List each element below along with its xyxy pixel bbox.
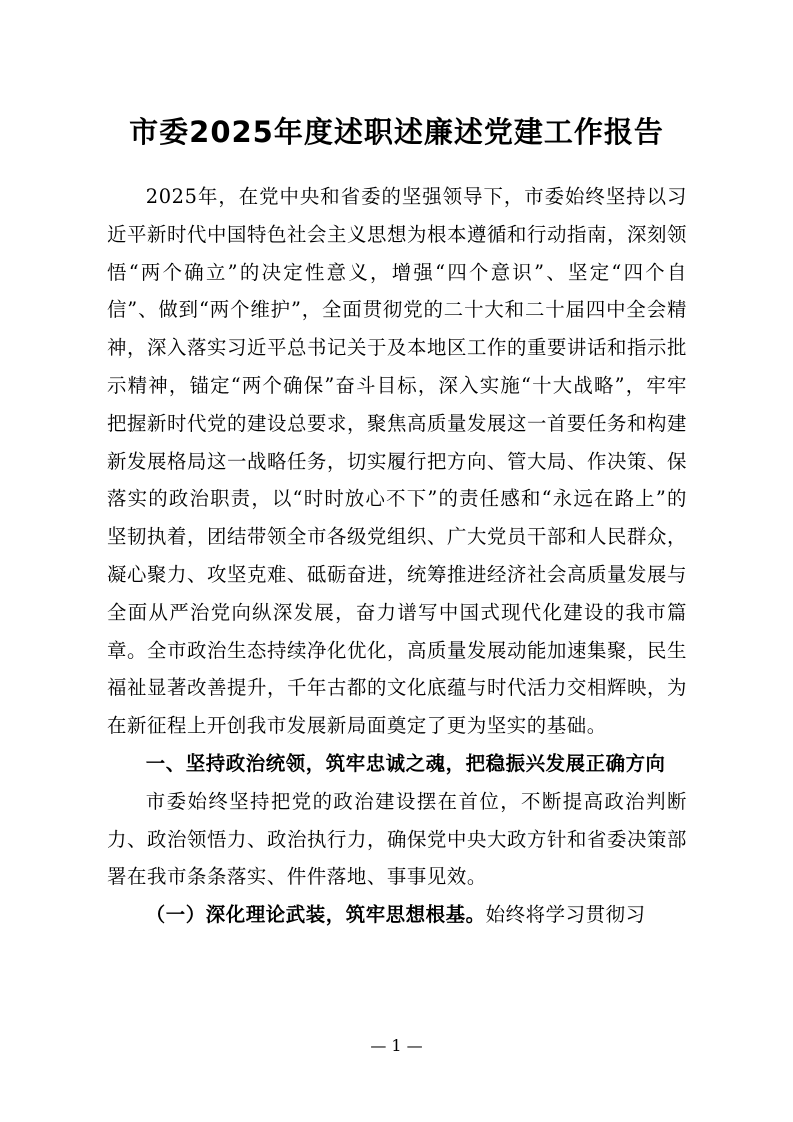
- intro-paragraph: 2025年，在党中央和省委的坚强领导下，市委始终坚持以习近平新时代中国特色社会主义思想为根本遵循和行动指南，深刻领悟“两个确立”的决定性意义，增强“四个意识”、坚定“四个自信”、做到“两个维护”，全面贯彻党的二十大和二十届四中全会精神，深入落实习近平总书记关于及本地区工作的重要讲话和指示批示精神，锚定“两个确保”奋斗目标，深入实施“十大战略”，牢牢把握新时代党的建设总要求，聚焦高质量发展这一首要任务和构建新发展格局这一战略任务，切实履行把方向、管大局、作决策、保落实的政治职责，以“时时放心不下”的责任感和“永远在路上”的坚韧执着，团结带领全市各级党组织、广大党员干部和人民群众，凝心聚力、攻坚克难、砥砺奋进，统筹推进经济社会高质量发展与全面从严治党向纵深发展，奋力谱写中国式现代化建设的我市篇章。全市政治生态持续净化优化，高质量发展动能加速集聚，民生福祉显著改善提升，千年古都的文化底蕴与时代活力交相辉映，为在新征程上开创我市发展新局面奠定了更为坚实的基础。: [107, 185, 687, 738]
- subsection-1-text: 始终将学习贯彻习: [485, 903, 646, 927]
- page-number: — 1 —: [370, 1036, 423, 1055]
- subsection-heading-1: （一）深化理论武装，筑牢思想根基。: [145, 903, 486, 927]
- document-body: [107, 178, 687, 934]
- document-title: 市委2025年度述职述廉述党建工作报告: [129, 115, 664, 149]
- section-1-paragraph: 市委始终坚持把党的政治建设摆在首位，不断提高政治判断力、政治领悟力、政治执行力，确保党中央大政方针和省委决策部署在我市条条落实、件件落地、事事见效。: [107, 789, 687, 889]
- subsection-1-paragraph: [107, 896, 687, 934]
- section-heading-1: 一、坚持政治统领，筑牢忠诚之魂，把稳振兴发展正确方向: [145, 751, 666, 775]
